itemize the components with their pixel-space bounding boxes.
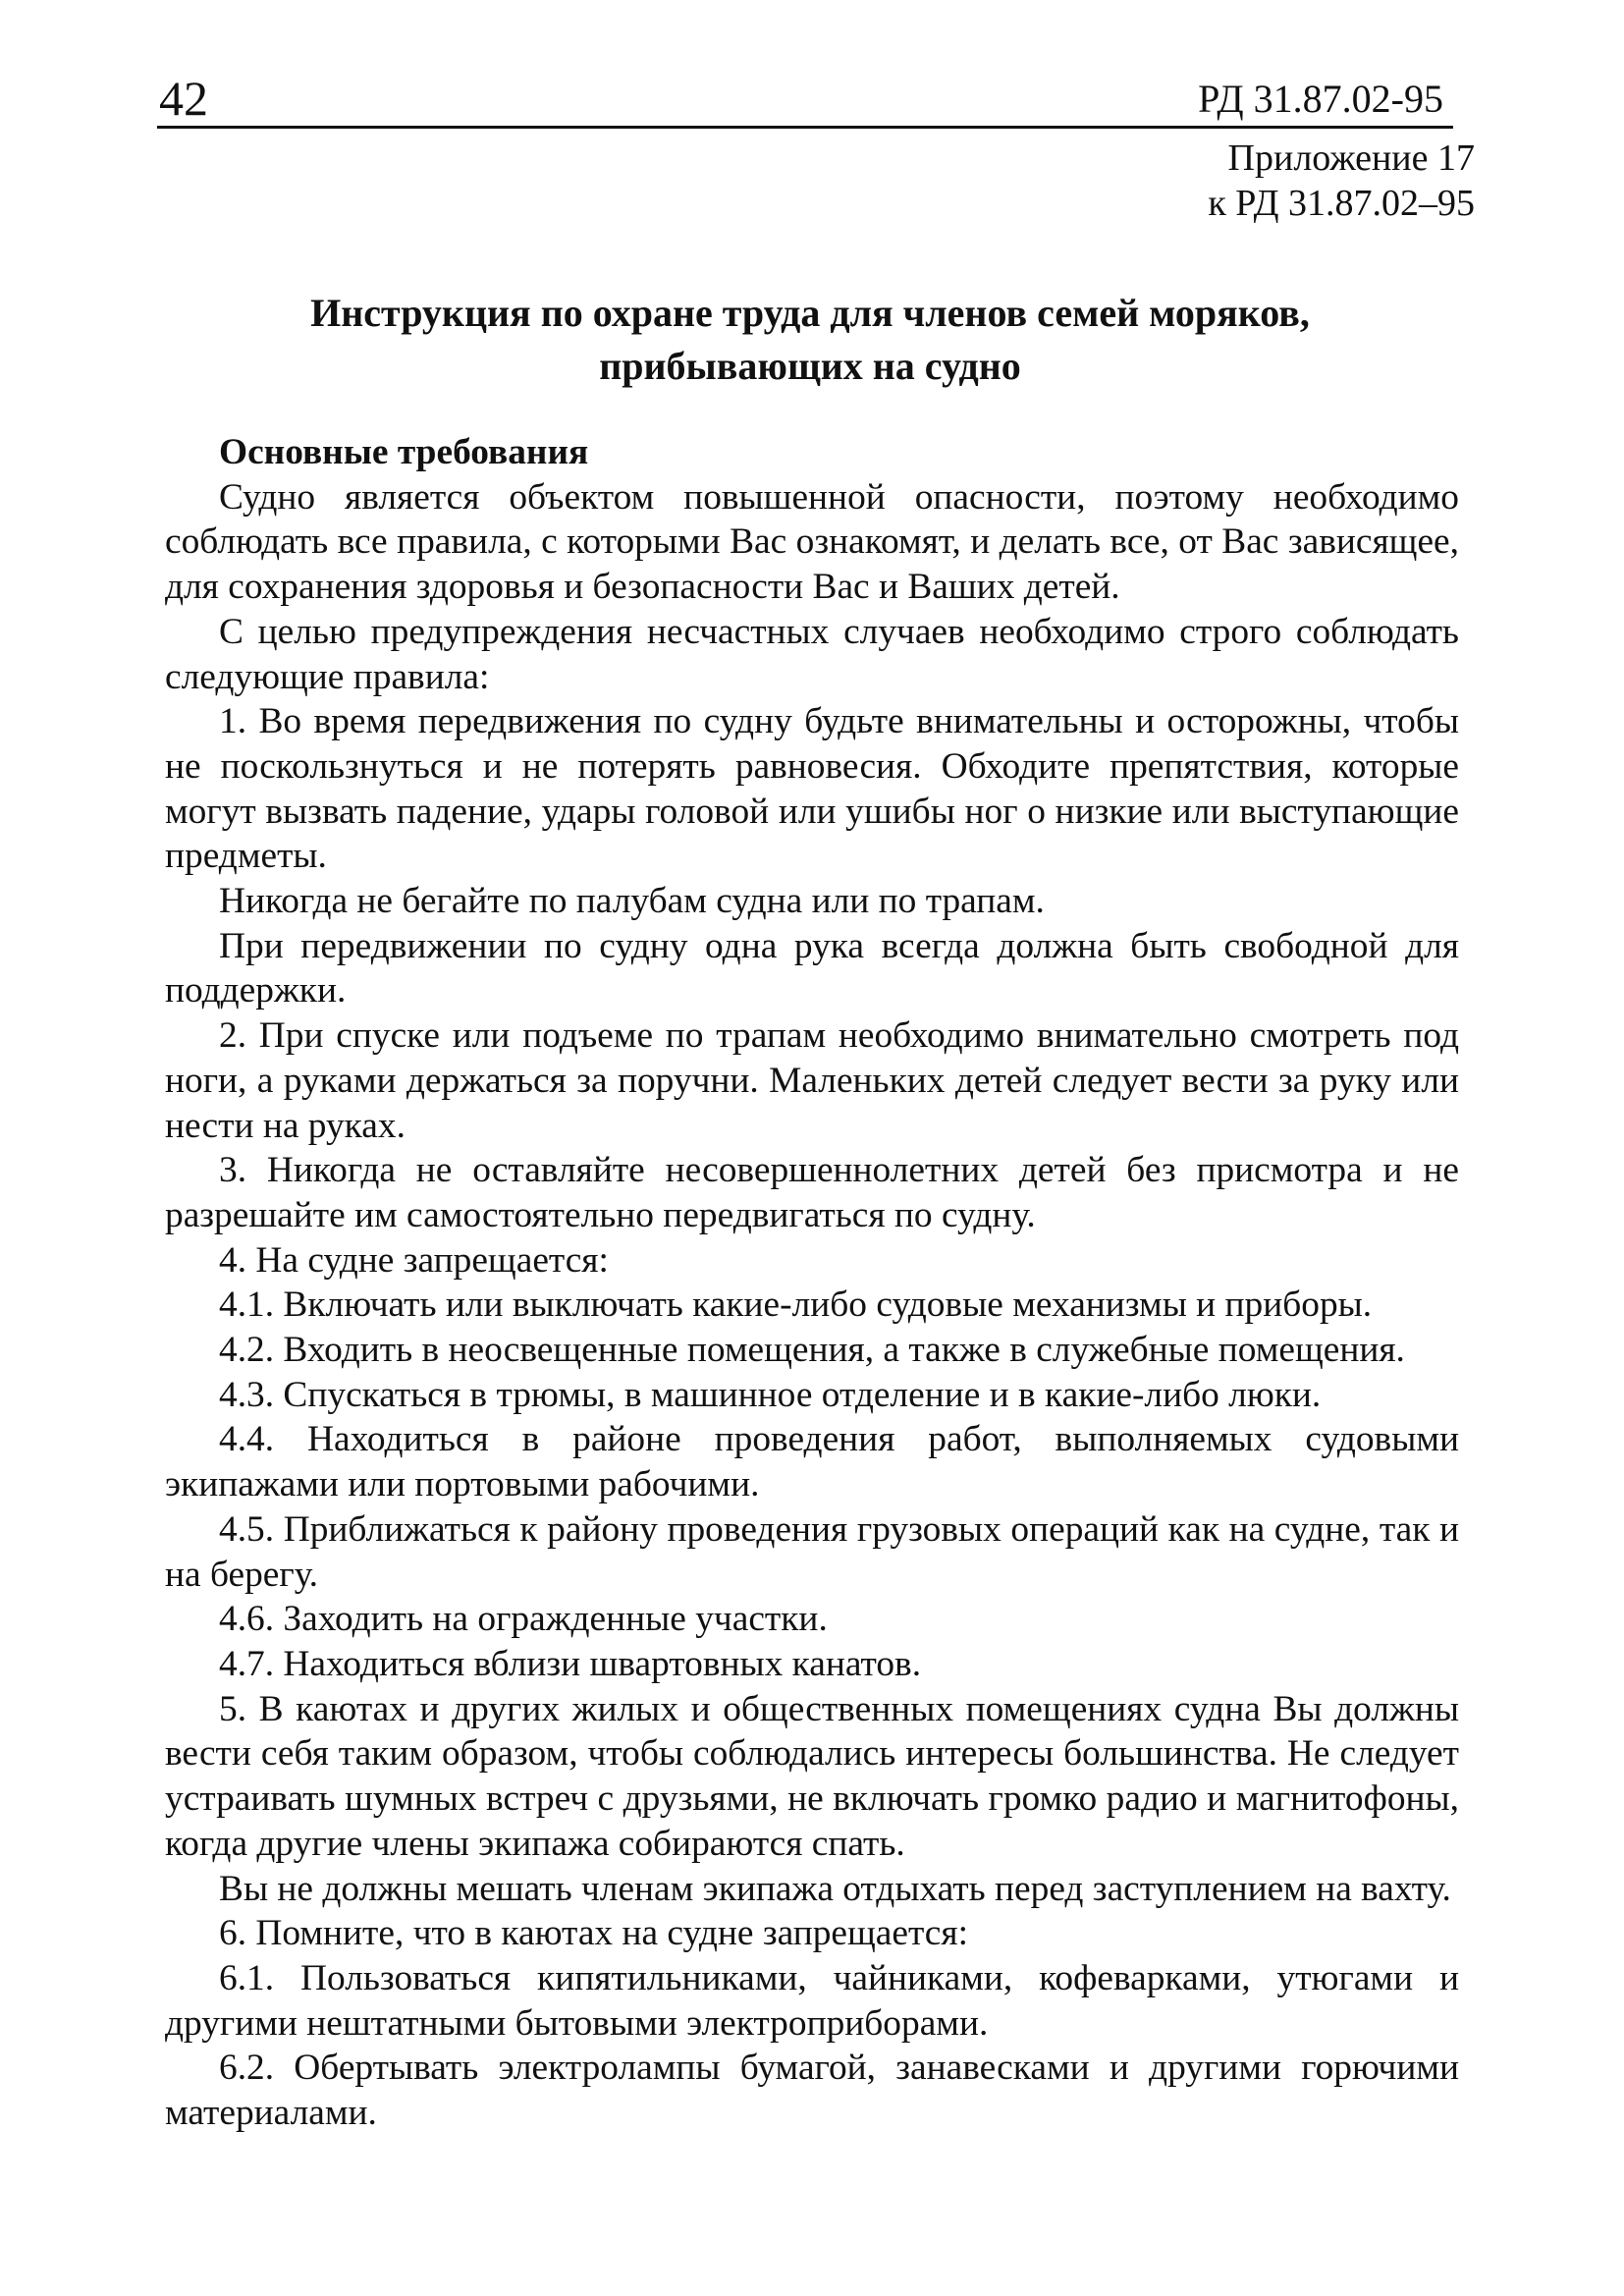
running-header [157,69,1453,132]
appendix-line-1: Приложение 17 [1227,137,1475,179]
paragraph: 2. При спуске или подъеме по трапам необходимо внимательно смотреть под ноги, а руками держаться за поручни. Маленьких детей следует вести за руку или нести на руках. [165,1015,1459,1146]
appendix-line-2: к РД 31.87.02–95 [1208,183,1475,224]
paragraph: 4.7. Находиться вблизи швартовных канатов. [219,1643,922,1684]
paragraph: С целью предупреждения несчастных случаев необходимо строго соблюдать следующие правила: [165,611,1459,697]
appendix-reference [1208,136,1475,226]
paragraph: 4.2. Входить в неосвещенные помещения, а также в служебные помещения. [219,1330,1405,1371]
title-line-2: прибывающих на судно [599,344,1021,388]
paragraph: 6.2. Обертывать электролампы бумагой, занавесками и другими горючими материалами. [165,2048,1459,2134]
paragraph: 4. На судне запрещается: [219,1239,609,1281]
paragraph: 4.1. Включать или выключать какие-либо судовые механизмы и приборы. [219,1285,1373,1326]
paragraph: Никогда не бегайте по палубам судна или по трапам. [219,881,1045,922]
paragraph: 1. Во время передвижения по судну будьте внимательны и осторожны, чтобы не поскользнуться и не потерять равновесия. Обходите препятствия, которые могут вызвать падение, удары головой или ушибы ног о низкие или выступающие предметы. [165,701,1459,877]
paragraph: Судно является объектом повышенной опасности, поэтому необходимо соблюдать все правила, с которыми Вас ознакомят, и делать все, от Вас зависящее, для сохранения здоровья и безопасности Вас и Ваших детей. [165,476,1459,608]
paragraph: 4.3. Спускаться в трюмы, в машинное отделение и в какие-либо люки. [219,1374,1322,1415]
document-title [167,287,1453,393]
header-rule [157,126,1453,129]
paragraph: 4.4. Находиться в районе проведения работ, выполняемых судовыми экипажами или портовыми рабочими. [165,1419,1459,1505]
paragraph: 4.6. Заходить на огражденные участки. [219,1599,828,1640]
body-text [165,430,1459,2136]
paragraph: 3. Никогда не оставляйте несовершеннолетних детей без присмотра и не разрешайте им самостоятельно передвигаться по судну. [165,1150,1459,1235]
paragraph: 4.5. Приближаться к району проведения грузовых операций как на судне, так и на берегу. [165,1508,1459,1595]
document-code: РД 31.87.02-95 [1198,77,1443,121]
paragraph: Вы не должны мешать членам экипажа отдыхать перед заступлением на вахту. [219,1868,1451,1909]
paragraph: 6.1. Пользоваться кипятильниками, чайниками, кофеварками, утюгами и другими нештатными бытовыми электроприборами. [165,1957,1459,2044]
paragraph: 6. Помните, что в каютах на судне запрещается: [219,1913,968,1954]
page-number: 42 [159,71,208,126]
section-heading: Основные требования [219,432,589,472]
paragraph: 5. В каютах и других жилых и общественных помещениях судна Вы должны вести себя таким образом, чтобы соблюдались интересы большинства. Не следует устраивать шумных встреч с друзьями, не включать громко радио и магнитофоны, когда другие члены экипажа собираются спать. [165,1688,1459,1864]
paragraph: При передвижении по судну одна рука всегда должна быть свободной для поддержки. [165,925,1459,1011]
title-line-1: Инструкция по охране труда для членов семей моряков, [310,291,1310,335]
